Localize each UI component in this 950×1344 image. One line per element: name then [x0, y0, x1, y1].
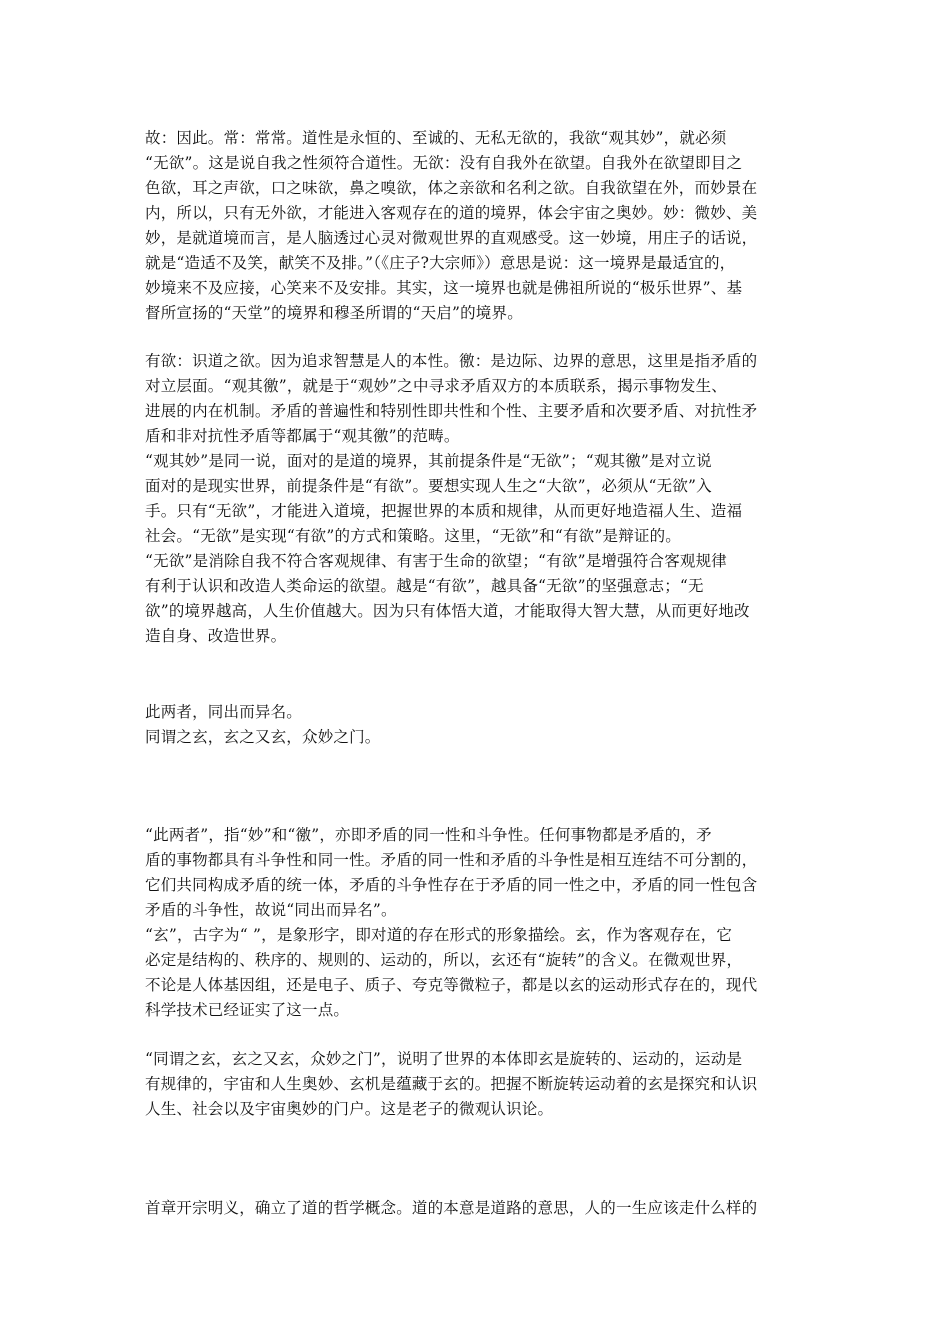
text-line: 故：因此。常：常常。道性是永恒的、至诚的、无私无欲的，我欲“观其妙”，就必须	[145, 129, 727, 147]
text-line: 有规律的，宇宙和人生奥妙、玄机是蕴藏于玄的。把握不断旋转运动着的玄是探究和认识	[145, 1075, 758, 1093]
text-line: 欲”的境界越高，人生价值越大。因为只有体悟大道，才能取得大智大慧，从而更好地改	[145, 602, 750, 620]
text-line: 盾的事物都具有斗争性和同一性。矛盾的同一性和矛盾的斗争性是相互连结不可分割的，	[145, 851, 758, 869]
text-line: 面对的是现实世界，前提条件是“有欲”。要想实现人生之“大欲”，必须从“无欲”入	[145, 477, 712, 495]
text-line: 必定是结构的、秩序的、规则的、运动的，所以，玄还有“旋转”的含义。在微观世界，	[145, 951, 743, 969]
text-line: 人生、社会以及宇宙奥妙的门户。这是老子的微观认识论。	[145, 1100, 554, 1118]
text-line: 矛盾的斗争性，故说“同出而异名”。	[145, 901, 397, 919]
text-line: 对立层面。“观其徼”，就是于“观妙”之中寻求矛盾双方的本质联系，揭示事物发生、	[145, 377, 727, 395]
text-line: 造自身、改造世界。	[145, 627, 287, 645]
text-line: “观其妙”是同一说，面对的是道的境界，其前提条件是“无欲”；“观其徼”是对立说	[145, 452, 712, 470]
text-line: 不论是人体基因组，还是电子、质子、夸克等微粒子，都是以玄的运动形式存在的，现代	[145, 976, 758, 994]
text-line: 此两者，同出而异名。	[145, 703, 303, 721]
text-line: 内，所以，只有无外欲，才能进入客观存在的道的境界，体会宇宙之奥妙。妙：微妙、美	[145, 204, 758, 222]
text-line: “无欲”。这是说自我之性须符合道性。无欲：没有自我外在欲望。自我外在欲望即目之	[145, 154, 743, 172]
text-line: “同谓之玄，玄之又玄，众妙之门”，说明了世界的本体即玄是旋转的、运动的，运动是	[145, 1050, 743, 1068]
text-line: “玄”，古字为“ ”，是象形字，即对道的存在形式的形象描绘。玄，作为客观存在，它	[145, 926, 733, 944]
text-line: 妙境来不及应接，心笑来不及安排。其实，这一境界也就是佛祖所说的“极乐世界”、基	[145, 279, 743, 297]
text-line: 手。只有“无欲”，才能进入道境，把握世界的本质和规律，从而更好地造福人生、造福	[145, 502, 743, 520]
text-line: 有欲：识道之欲。因为追求智慧是人的本性。徼：是边际、边界的意思，这里是指矛盾的	[145, 352, 758, 370]
text-line: 同谓之玄，玄之又玄，众妙之门。	[145, 728, 381, 746]
text-line: 科学技术已经证实了这一点。	[145, 1001, 350, 1019]
text-line: 督所宣扬的“天堂”的境界和穆圣所谓的“天启”的境界。	[145, 304, 523, 322]
text-line: 色欲，耳之声欲，口之味欲，鼻之嗅欲，体之亲欲和名利之欲。自我欲望在外，而妙景在	[145, 179, 758, 197]
text-line: 社会。“无欲”是实现“有欲”的方式和策略。这里，“无欲”和“有欲”是辩证的。	[145, 527, 681, 545]
text-line: “此两者”，指“妙”和“徼”，亦即矛盾的同一性和斗争性。任何事物都是矛盾的，矛	[145, 826, 712, 844]
text-line: 盾和非对抗性矛盾等都属于“观其徼”的范畴。	[145, 427, 460, 445]
text-line: “无欲”是消除自我不符合客观规律、有害于生命的欲望；“有欲”是增强符合客观规律	[145, 552, 727, 570]
text-line: 首章开宗明义，确立了道的哲学概念。道的本意是道路的意思，人的一生应该走什么样的	[145, 1199, 758, 1217]
text-line: 就是“造适不及笑，献笑不及排。”（《庄子?大宗师》）意思是说：这一境界是最适宜的，	[145, 254, 736, 272]
text-line: 妙，是就道境而言，是人脑透过心灵对微观世界的直观感受。这一妙境，用庄子的话说，	[145, 229, 758, 247]
text-line: 它们共同构成矛盾的统一体，矛盾的斗争性存在于矛盾的同一性之中，矛盾的同一性包含	[145, 876, 758, 894]
text-line: 有利于认识和改造人类命运的欲望。越是“有欲”，越具备“无欲”的坚强意志；“无	[145, 577, 704, 595]
text-line: 进展的内在机制。矛盾的普遍性和特别性即共性和个性、主要矛盾和次要矛盾、对抗性矛	[145, 402, 758, 420]
